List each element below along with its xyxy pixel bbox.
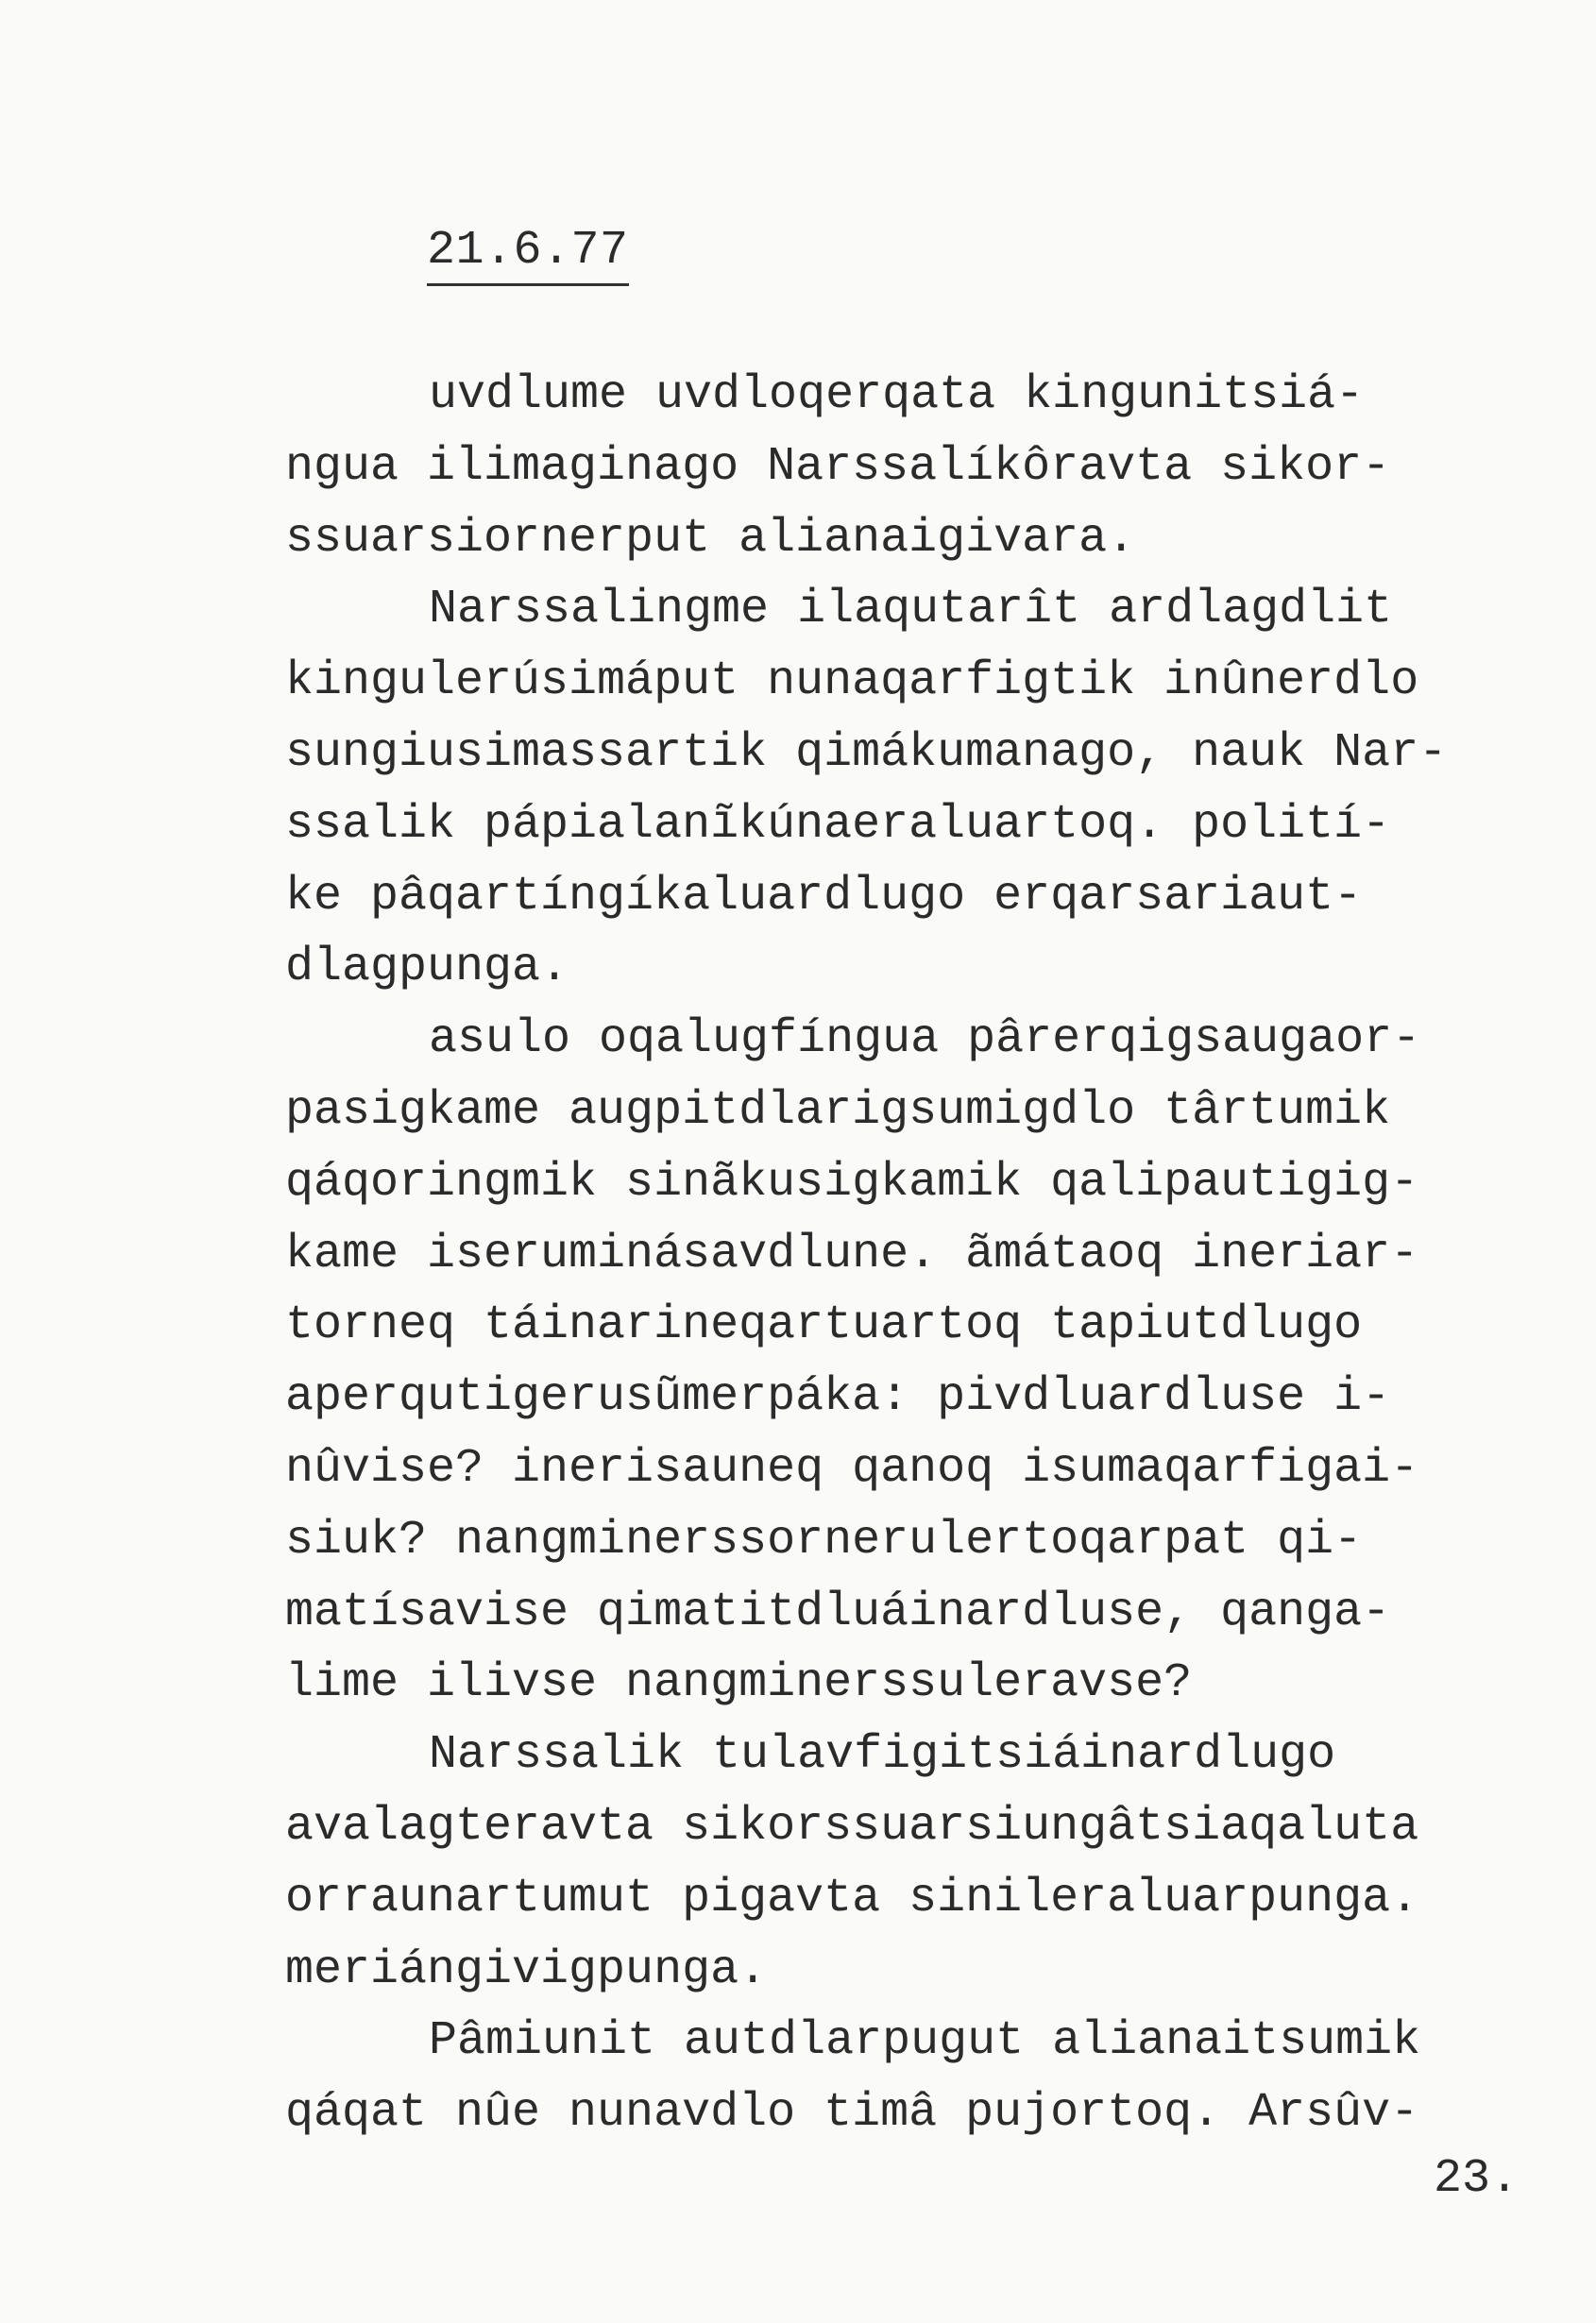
- text-line: ssuarsiornerput alianaigivara.: [285, 511, 1136, 566]
- document-date: 21.6.77: [427, 223, 629, 286]
- text-line: meriángivigpunga.: [285, 1942, 768, 1997]
- text-line: kingulerúsimáput nunaqarfigtik inûnerdlo: [285, 654, 1419, 709]
- text-line: dlagpunga.: [285, 941, 569, 995]
- text-line: uvdlume uvdloqerqata kingunitsiá-: [429, 368, 1365, 422]
- text-line: avalagteravta sikorssuarsiungâtsiaqaluta: [285, 1799, 1419, 1854]
- text-line: Pâmiunit autdlarpugut alianaitsumik: [429, 2014, 1421, 2069]
- text-line: ngua ilimaginago Narssalíkôravta sikor-: [285, 439, 1391, 494]
- text-line: Narssalik tulavfigitsiáinardlugo: [429, 1728, 1336, 1783]
- text-line: lime ilivse nangminerssuleravse?: [285, 1656, 1193, 1711]
- text-line: kame iseruminásavdlune. ãmátaoq ineriar-: [285, 1227, 1419, 1281]
- text-line: Narssalingme ilaqutarît ardlagdlit: [429, 583, 1393, 637]
- text-line: aperqutigerusũmerpáka: pivdluardluse i-: [285, 1370, 1391, 1425]
- document-body: [285, 360, 1513, 2149]
- text-line: ssalik pápialanĩkúnaeraluartoq. polití-: [285, 797, 1391, 852]
- text-line: siuk? nangminerssornerulertoqarpat qi-: [285, 1513, 1363, 1568]
- page-number: 23.: [1434, 2152, 1520, 2206]
- text-line: torneq táinarineqartuartoq tapiutdlugo: [285, 1298, 1363, 1353]
- text-line: matísavise qimatitdluáinardluse, qanga-: [285, 1585, 1391, 1639]
- text-line: orraunartumut pigavta sinileraluarpunga.: [285, 1871, 1419, 1925]
- text-line: nûvise? inerisauneq qanoq isumaqarfigai-: [285, 1441, 1419, 1496]
- text-line: sungiusimassartik qimákumanago, nauk Nar-: [285, 725, 1448, 780]
- text-line: qáqat nûe nunavdlo timâ pujortoq. Arsûv-: [285, 2086, 1419, 2141]
- text-line: pasigkame augpitdlarigsumigdlo târtumik: [285, 1083, 1391, 1138]
- text-line: qáqoringmik sinãkusigkamik qalipautigig-: [285, 1155, 1419, 1210]
- text-line: asulo oqalugfíngua pârerqigsaugaor-: [429, 1012, 1421, 1067]
- text-line: ke pâqartíngíkaluardlugo erqarsariaut-: [285, 869, 1363, 924]
